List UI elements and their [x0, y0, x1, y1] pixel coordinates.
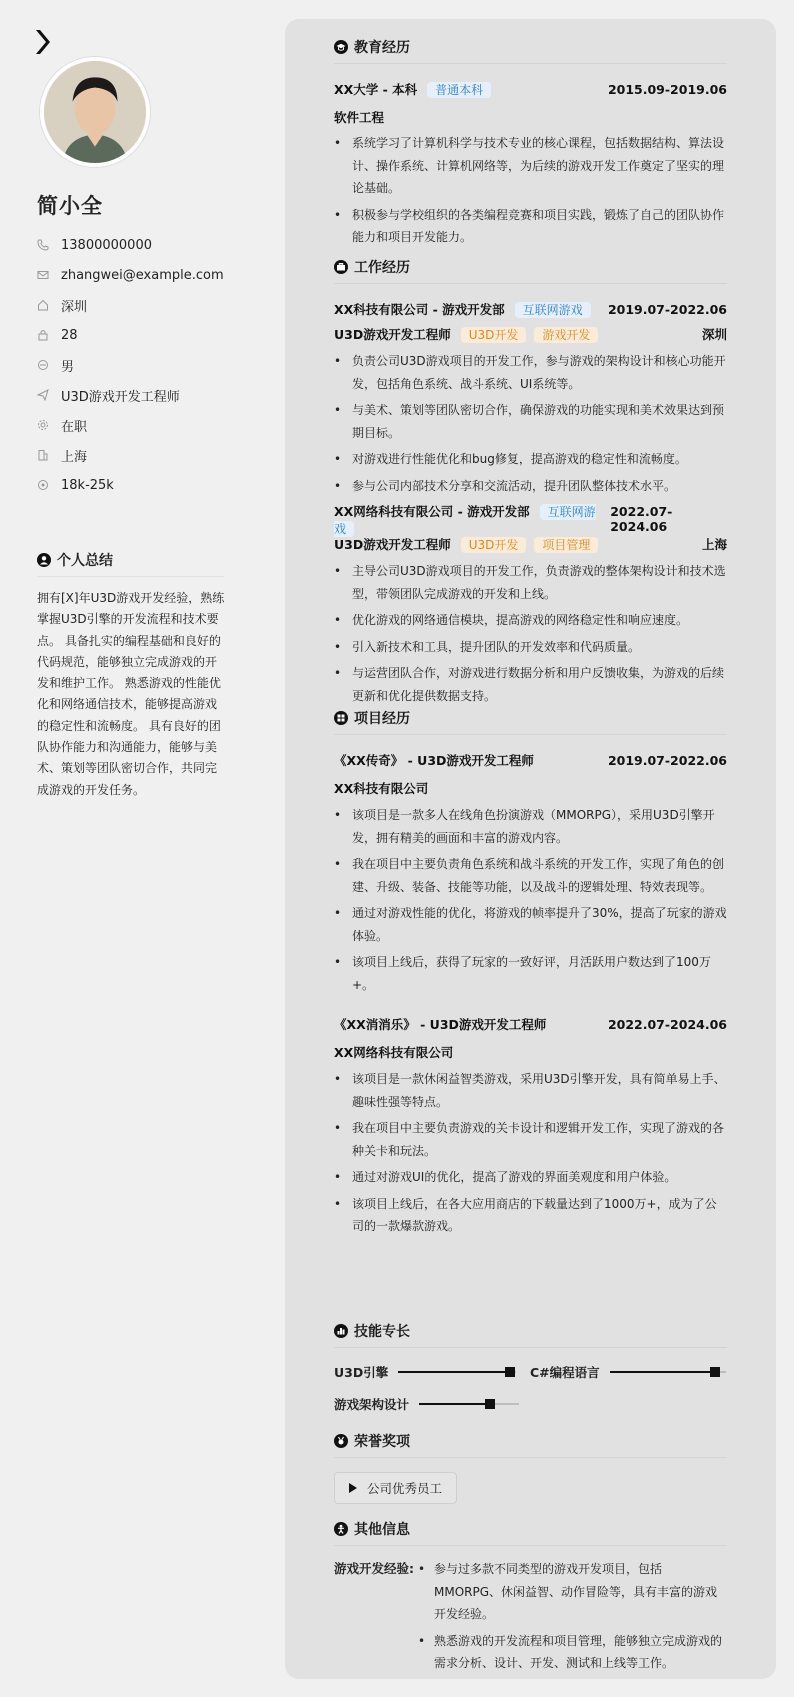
work-heading [334, 257, 727, 284]
skill-3-bar [419, 1403, 519, 1405]
list-item: • 与运营团队合作，对游戏进行数据分析和用户反馈收集，为游戏的后续更新和优化提供数据支持。 [334, 662, 727, 707]
job-2-city: 上海 [701, 537, 727, 552]
list-item: • 优化游戏的网络通信模块，提高游戏的网络稳定性和响应速度。 [334, 609, 727, 632]
other-bullets [418, 1558, 727, 1679]
skills-section [334, 1321, 727, 1413]
medal-icon [334, 1434, 348, 1448]
list-item: • 系统学习了计算机科学与技术专业的核心课程，包括数据结构、算法设计、操作系统、计算机网络等，为后续的游戏开发工作奠定了坚实的理论基础。 [334, 132, 727, 200]
status-text: 在职 [61, 419, 88, 435]
job-1-bullets [334, 350, 727, 497]
summary-heading [37, 550, 224, 577]
awards-title: 荣誉奖项 [354, 1434, 410, 1450]
other-block [334, 1558, 727, 1679]
info-email [37, 260, 224, 290]
project-1-name: 《XX传奇》 - U3D游戏开发工程师 [334, 753, 534, 768]
city-text: 深圳 [61, 299, 88, 315]
job-2-tag: 互联网游戏 [334, 504, 596, 536]
info-age [37, 320, 224, 350]
skill-1-name: U3D引擎 [334, 1365, 389, 1380]
list-item: • 我在项目中主要负责游戏的关卡设计和逻辑开发工作，实现了游戏的各种关卡和玩法。 [334, 1117, 727, 1162]
list-item: • 该项目是一款多人在线角色扮演游戏（MMORPG），采用U3D引擎开发，拥有精美的画面和丰富的游戏内容。 [334, 804, 727, 849]
skill-3-knob [485, 1399, 495, 1409]
user-circle-icon [37, 553, 51, 567]
info-phone [37, 230, 224, 260]
job-1-date: 2019.07-2022.06 [607, 301, 727, 317]
job-1-city: 深圳 [701, 327, 727, 342]
education-bullets [334, 132, 727, 249]
work-title: 工作经历 [354, 260, 410, 276]
job-1-role: U3D游戏开发工程师 [334, 327, 451, 342]
project-1-bullets [334, 804, 727, 996]
list-item: • 通过对游戏UI的优化，提高了游戏的界面美观度和用户体验。 [334, 1166, 727, 1189]
job-1-tag: 互联网游戏 [515, 302, 591, 318]
other-title: 其他信息 [354, 1522, 410, 1538]
education-row [334, 79, 727, 99]
skill-1-knob [505, 1367, 515, 1377]
mail-icon [37, 269, 49, 281]
project-1-company: XX科技有限公司 [334, 781, 429, 796]
coin-icon [37, 479, 49, 491]
job-2-role-row [334, 534, 727, 554]
summary-text: 拥有[X]年U3D游戏开发经验，熟练掌握U3D引擎的开发流程和技术要点。 具备扎实的编程基础和良好的代码规范，能够独立完成游戏的开发和维护工作。 熟悉游戏的性能优化和网络通信技术，能够提高游戏的稳定性和流畅度。 具有良好的团队协作能力和沟通能力，能够与美术、策划等团队密切合作，共同完成游戏的开发任务。 [37, 591, 225, 797]
skill-2 [530, 1363, 726, 1381]
education-date: 2015.09-2019.06 [607, 81, 727, 97]
building-icon [37, 449, 49, 461]
list-item: • 负责公司U3D游戏项目的开发工作，参与游戏的架构设计和核心功能开发，包括角色系统、战斗系统、UI系统等。 [334, 350, 727, 395]
skills-heading [334, 1321, 727, 1348]
send-icon [37, 389, 49, 401]
list-item: • 参与过多款不同类型的游戏开发项目，包括MMORPG、休闲益智、动作冒险等，具有丰富的游戏开发经验。 [418, 1558, 727, 1626]
info-expect-city [37, 440, 224, 470]
info-salary [37, 470, 224, 500]
major: 软件工程 [334, 110, 385, 125]
bar-chart-icon [334, 1324, 348, 1338]
phone-text: 13800000000 [61, 237, 152, 253]
job-1-tag-a: U3D开发 [461, 327, 527, 343]
skill-1 [334, 1363, 530, 1381]
skill-2-bar [610, 1371, 726, 1373]
list-item: • 引入新技术和工具，提升团队的开发效率和代码质量。 [334, 636, 727, 659]
skills-row-1 [334, 1363, 727, 1381]
summary-title: 个人总结 [57, 553, 113, 569]
education-title: 教育经历 [354, 40, 410, 56]
education-heading [334, 37, 727, 64]
awards-list [334, 1472, 727, 1504]
salary-text: 18k-25k [61, 477, 114, 493]
list-item: • 对游戏进行性能优化和bug修复，提高游戏的稳定性和流畅度。 [334, 448, 727, 471]
job-1-role-row [334, 324, 727, 344]
education-section [334, 37, 727, 253]
skill-2-name: C#编程语言 [530, 1365, 600, 1380]
list-item: • 主导公司U3D游戏项目的开发工作，负责游戏的整体架构设计和技术选型，带领团队完成游戏的开发和上线。 [334, 560, 727, 605]
project-1-row [334, 750, 727, 770]
expect-city-text: 上海 [61, 449, 88, 465]
list-item: • 我在项目中主要负责角色系统和战斗系统的开发工作，实现了角色的创建、升级、装备、技能等功能，以及战斗的逻辑处理、特效表现等。 [334, 853, 727, 898]
person-icon [334, 1522, 348, 1536]
position-text: U3D游戏开发工程师 [61, 389, 180, 405]
avatar [40, 57, 150, 167]
list-item: • 积极参与学校组织的各类编程竞赛和项目实践，锻炼了自己的团队协作能力和项目开发能力。 [334, 204, 727, 249]
other-label: 游戏开发经验: [334, 1561, 414, 1576]
projects-section [334, 708, 727, 1242]
list-item: • 该项目是一款休闲益智类游戏，采用U3D引擎开发，具有简单易上手、趣味性强等特点。 [334, 1068, 727, 1113]
main-panel [285, 19, 776, 1679]
job-1-tag-b: 游戏开发 [534, 327, 598, 343]
project-2-company: XX网络科技有限公司 [334, 1045, 454, 1060]
email-text: zhangwei@example.com [61, 267, 224, 283]
gear-icon [37, 419, 49, 431]
skills-title: 技能专长 [354, 1324, 410, 1340]
info-city [37, 290, 224, 320]
sidebar [0, 0, 280, 1697]
graduation-cap-icon [334, 40, 348, 54]
list-item: • 通过对游戏性能的优化，将游戏的帧率提升了30%，提高了玩家的游戏体验。 [334, 902, 727, 947]
grid-icon [334, 711, 348, 725]
info-gender [37, 350, 224, 380]
job-2-date: 2022.07-2024.06 [610, 504, 673, 534]
home-icon [37, 299, 49, 311]
awards-heading [334, 1431, 727, 1458]
gender-icon [37, 359, 49, 371]
logo-icon [34, 28, 54, 58]
gender-text: 男 [61, 359, 75, 375]
play-icon [349, 1483, 357, 1493]
project-2-row [334, 1014, 727, 1034]
list-item: • 熟悉游戏的开发流程和项目管理，能够独立完成游戏的需求分析、设计、开发、测试和上线等工作。 [418, 1630, 727, 1675]
project-2-bullets [334, 1068, 727, 1238]
job-1-company: XX科技有限公司 - 游戏开发部 [334, 302, 505, 317]
other-section [334, 1519, 727, 1679]
info-status [37, 410, 224, 440]
skill-3-name: 游戏架构设计 [334, 1397, 410, 1412]
job-2-bullets [334, 560, 727, 707]
project-1-date: 2019.07-2022.06 [607, 752, 727, 768]
candidate-name: 简小全 [37, 194, 103, 218]
education-tag: 普通本科 [427, 82, 491, 98]
awards-section [334, 1431, 727, 1504]
project-2-name: 《XX消消乐》 - U3D游戏开发工程师 [334, 1017, 547, 1032]
job-2-role: U3D游戏开发工程师 [334, 537, 451, 552]
job-2-company: XX网络科技有限公司 - 游戏开发部 [334, 503, 530, 519]
other-heading [334, 1519, 727, 1546]
list-item: • 该项目上线后，在各大应用商店的下载量达到了1000万+，成为了公司的一款爆款游戏。 [334, 1193, 727, 1238]
projects-title: 项目经历 [354, 711, 410, 727]
phone-icon [37, 239, 49, 251]
info-position [37, 380, 224, 410]
job-1-row [334, 299, 727, 319]
list-item: • 参与公司内部技术分享和交流活动，提升团队整体技术水平。 [334, 475, 727, 498]
skill-2-knob [710, 1367, 720, 1377]
award-item [334, 1472, 457, 1504]
briefcase-icon [334, 260, 348, 274]
job-2-tag-a: U3D开发 [461, 537, 527, 553]
skill-3 [334, 1395, 530, 1413]
skill-1-bar [398, 1371, 516, 1373]
award-label: 公司优秀员工 [367, 1481, 443, 1496]
contact-info-list [37, 230, 224, 500]
school-name: XX大学 - 本科 [334, 82, 418, 97]
list-item: • 与美术、策划等团队密切合作，确保游戏的功能实现和美术效果达到预期目标。 [334, 399, 727, 444]
list-item: • 该项目上线后，获得了玩家的一致好评，月活跃用户数达到了100万+。 [334, 951, 727, 996]
skills-row-2 [334, 1395, 727, 1413]
job-2-row [334, 503, 727, 536]
projects-heading [334, 708, 727, 735]
project-2-date: 2022.07-2024.06 [607, 1016, 727, 1032]
job-2-tag-b: 项目管理 [534, 537, 598, 553]
work-section [334, 257, 727, 711]
age-icon [37, 329, 49, 341]
age-text: 28 [61, 327, 78, 343]
avatar-photo [44, 61, 146, 163]
